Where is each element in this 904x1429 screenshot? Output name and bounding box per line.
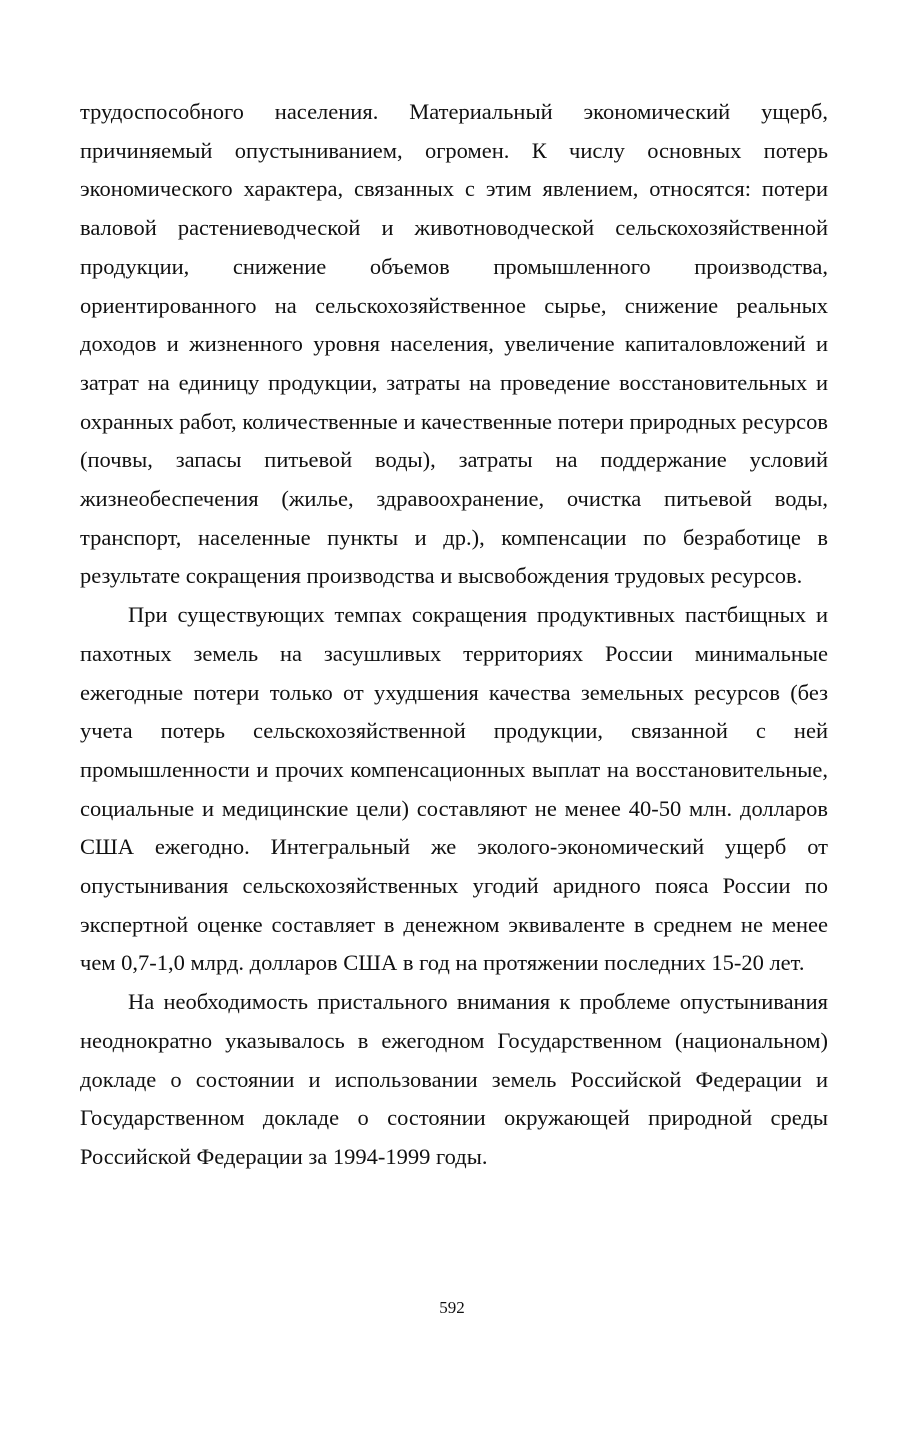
body-text: [80, 93, 828, 1177]
paragraph-continuation: трудоспособного населения. Материальный экономический ущерб, причиняемый опустыниванием, огромен. К числу основных потерь экономического характера, связанных с этим явлением, относятся: потери валовой растениеводческой и животноводческой сельскохозяйственной продукции, снижение объемов промышленного производства, ориентированного на сельскохозяйственное сырье, снижение реальных доходов и жизненного уровня населения, увеличение капиталовложений и затрат на единицу продукции, затраты на проведение восстановительных и охранных работ, количественные и качественные потери природных ресурсов (почвы, запасы питьевой воды), затраты на поддержание условий жизнеобеспечения (жилье, здравоохранение, очистка питьевой воды, транспорт, населенные пункты и др.), компенсации по безработице в результате сокращения производства и высвобождения трудовых ресурсов.: [80, 99, 828, 589]
paragraph-reports: На необходимость пристального внимания к проблеме опустынивания неоднократно указывалось в ежегодном Государственном (национальном) докладе о состоянии и использовании земель Российской Федерации и Государственном докладе о состоянии окружающей природной среды Российской Федерации за 1994-1999 годы.: [80, 989, 828, 1169]
page-number: 592: [439, 1298, 465, 1317]
paragraph-losses: При существующих темпах сокращения продуктивных пастбищных и пахотных земель на засушливых территориях России минимальные ежегодные потери только от ухудшения качества земельных ресурсов (без учета потерь сельскохозяйственной продукции, связанной с ней промышленности и прочих компенсационных выплат на восстановительные, социальные и медицинские цели) составляют не менее 40-50 млн. долларов США ежегодно. Интегральный же эколого-экономический ущерб от опустынивания сельскохозяйственных угодий аридного пояса России по экспертной оценке составляет в денежном эквиваленте в среднем не менее чем 0,7-1,0 млрд. долларов США в год на протяжении последних 15-20 лет.: [80, 602, 828, 976]
